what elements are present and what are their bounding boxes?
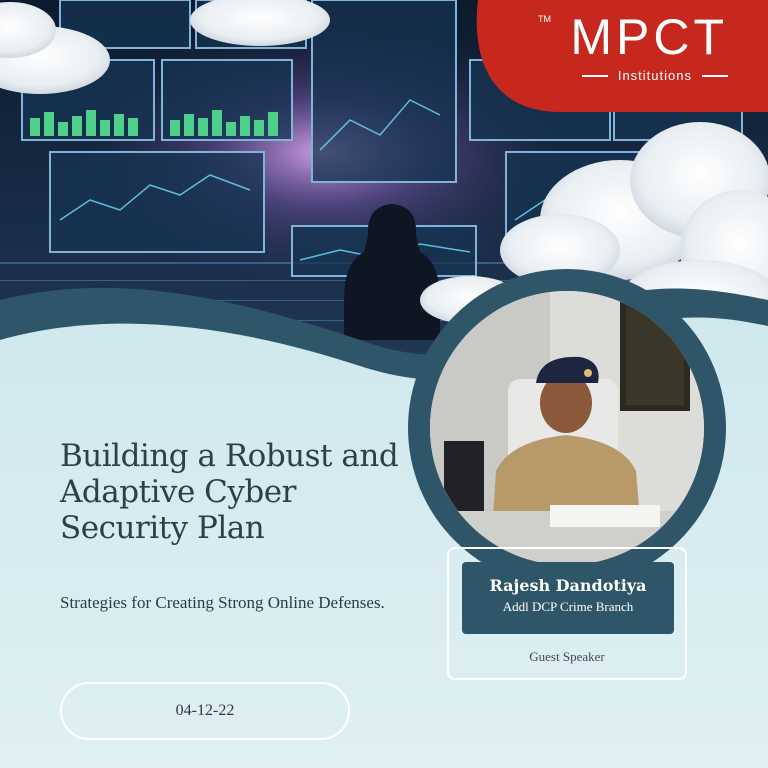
speaker-name: Rajesh Dandotiya — [489, 576, 647, 595]
event-title: Building a Robust and Adaptive Cyber Security Plan — [60, 438, 399, 546]
brand-rule-left — [582, 75, 608, 77]
brand-name: MPCT — [570, 9, 728, 65]
speaker-label: Guest Speaker — [529, 649, 605, 664]
brand-subtitle: Institutions — [617, 68, 692, 83]
speaker-role: Addl DCP Crime Branch — [502, 599, 634, 614]
event-subtitle: Strategies for Creating Strong Online Defenses. — [60, 593, 385, 612]
brand-logo — [470, 0, 768, 112]
speaker-card — [447, 547, 687, 680]
speaker-photo — [430, 291, 704, 565]
event-date-text: 04-12-22 — [175, 702, 235, 719]
speaker-nameplate — [462, 562, 674, 634]
trademark-mark: TM — [538, 14, 551, 24]
brand-subtitle-row — [582, 68, 728, 83]
event-date — [60, 682, 350, 740]
speaker-photo-frame — [408, 269, 726, 587]
speaker-portrait — [430, 291, 704, 565]
brand-rule-right — [702, 75, 728, 77]
